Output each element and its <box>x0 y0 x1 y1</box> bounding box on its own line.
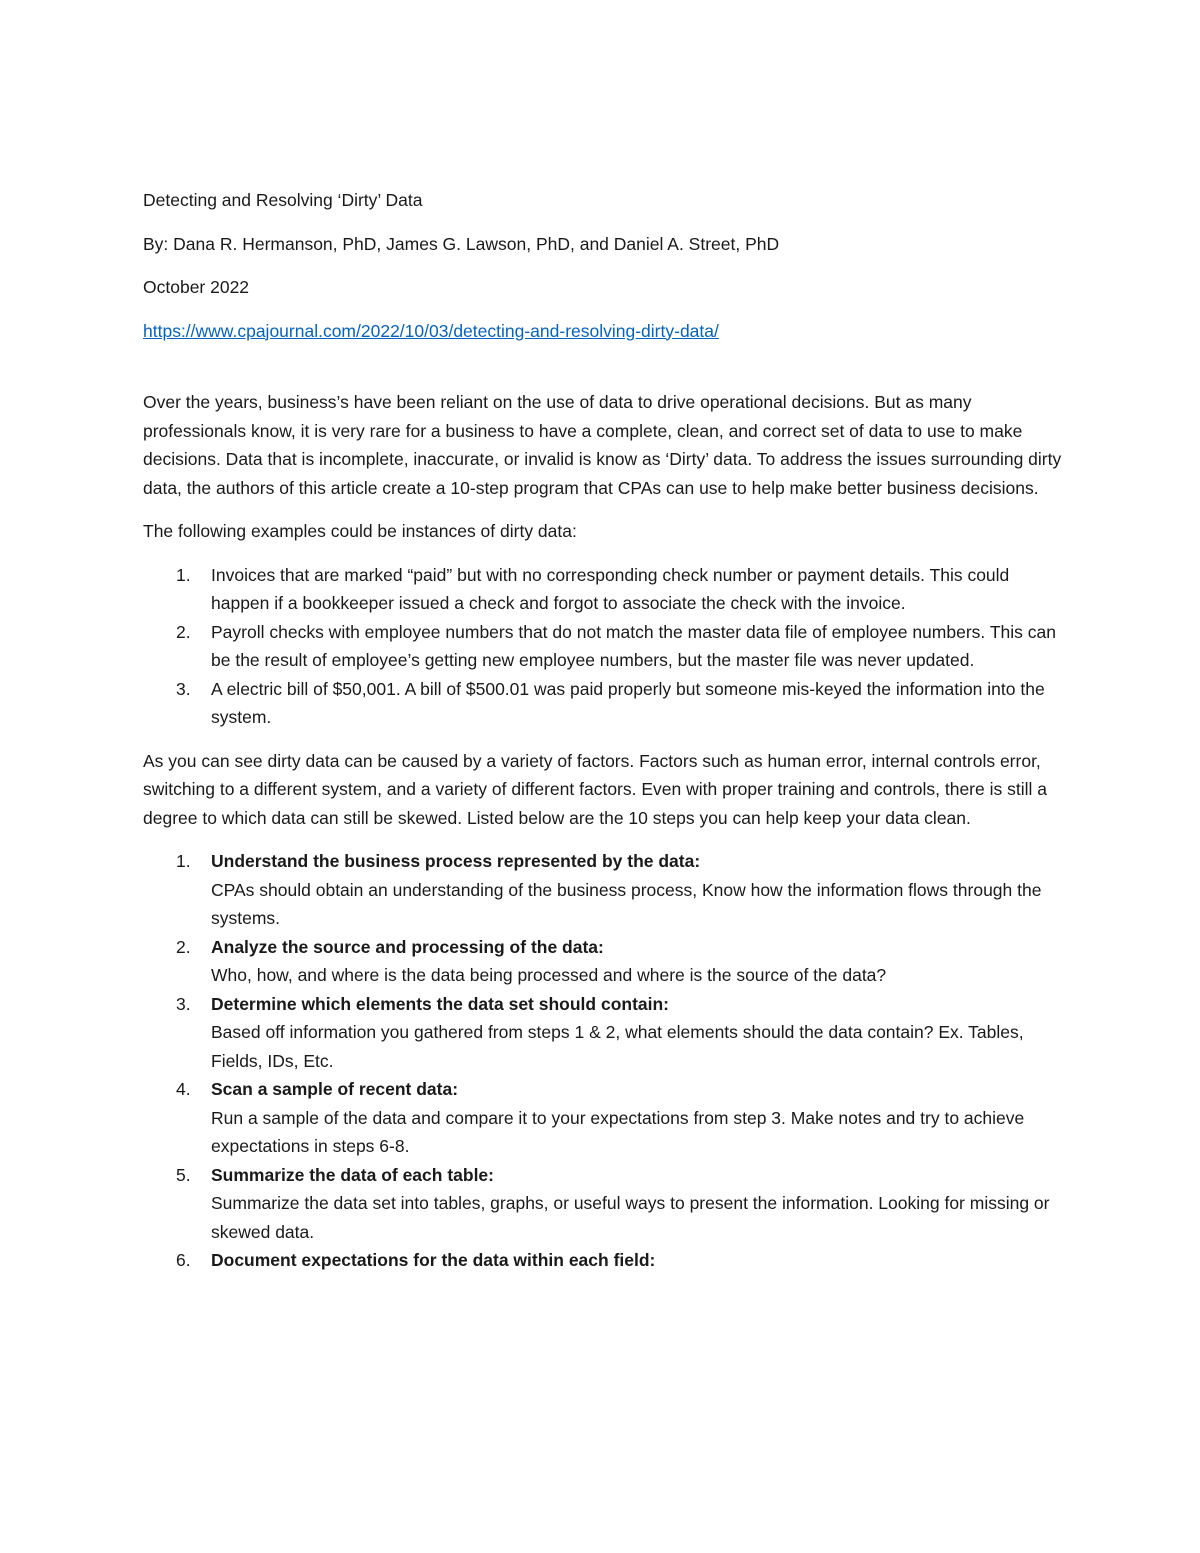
examples-intro: The following examples could be instances of dirty data: <box>143 521 577 541</box>
article-url-link[interactable]: https://www.cpajournal.com/2022/10/03/detecting-and-resolving-dirty-data/ <box>143 320 719 341</box>
list-item <box>143 561 1063 618</box>
step-number: 6. <box>176 1250 191 1270</box>
step-item <box>143 847 1063 933</box>
steps-list <box>143 847 1063 1275</box>
list-item-number: 2. <box>176 621 191 642</box>
step-number: 2. <box>176 936 191 957</box>
intro-paragraph: Over the years, business’s have been reliant on the use of data to drive operational decisions. But as many professionals know, it is very rare for a business to have a complete, clean, and correct set of data to use to make decisions. Data that is incomplete, inaccurate, or invalid is know as ‘Dirty’ data. To address the issues surrounding dirty data, the authors of this article create a 10-step program that CPAs can use to help make better business decisions. <box>143 392 1062 498</box>
document-page <box>143 186 1063 1290</box>
step-title: Summarize the data of each table: <box>211 1164 494 1185</box>
causes-paragraph: As you can see dirty data can be caused by a variety of factors. Factors such as human error, internal controls error, switching to a different system, and a variety of different factors. Even with proper training and controls, there is still a degree to which data can still be skewed. Listed below are the 10 steps you can help keep your data clean. <box>143 750 1047 828</box>
article-byline: By: Dana R. Hermanson, PhD, James G. Lawson, PhD, and Daniel A. Street, PhD <box>143 233 780 254</box>
step-title: Determine which elements the data set should contain: <box>211 993 670 1014</box>
step-item <box>143 1075 1063 1161</box>
step-title: Scan a sample of recent data: <box>211 1079 459 1099</box>
step-number: 1. <box>176 851 191 871</box>
step-item <box>143 990 1063 1076</box>
step-description: Run a sample of the data and compare it to your expectations from step 3. Make notes and try to achieve expectations in steps 6-8. <box>211 1107 1025 1156</box>
list-item <box>143 618 1063 675</box>
step-item <box>143 1161 1063 1247</box>
step-number: 4. <box>176 1079 191 1099</box>
step-description: Summarize the data set into tables, graphs, or useful ways to present the information. Looking for missing or skewed data. <box>211 1193 1050 1242</box>
examples-list <box>143 561 1063 732</box>
step-number: 3. <box>176 993 191 1014</box>
step-item <box>143 933 1063 990</box>
step-description: CPAs should obtain an understanding of the business process, Know how the information flows through the systems. <box>211 879 1042 928</box>
list-item-text: Invoices that are marked “paid” but with no corresponding check number or payment details. This could happen if a bookkeeper issued a check and forgot to associate the check with the invoice. <box>211 564 1010 613</box>
step-description: Based off information you gathered from steps 1 & 2, what elements should the data contain? Ex. Tables, Fields, IDs, Etc. <box>211 1022 1024 1071</box>
step-title: Analyze the source and processing of the data: <box>211 936 604 957</box>
step-title: Understand the business process represented by the data: <box>211 851 701 871</box>
step-number: 5. <box>176 1164 191 1185</box>
step-description: Who, how, and where is the data being processed and where is the source of the data? <box>211 965 887 985</box>
article-title: Detecting and Resolving ‘Dirty’ Data <box>143 190 423 210</box>
list-item-number: 3. <box>176 678 191 699</box>
list-item-number: 1. <box>176 564 191 585</box>
step-title: Document expectations for the data within each field: <box>211 1250 656 1270</box>
list-item <box>143 675 1063 732</box>
step-item <box>143 1246 1063 1275</box>
list-item-text: Payroll checks with employee numbers that do not match the master data file of employee numbers. This can be the result of employee’s getting new employee numbers, but the master file was never updated. <box>211 621 1056 670</box>
list-item-text: A electric bill of $50,001. A bill of $500.01 was paid properly but someone mis-keyed the information into the system. <box>211 678 1045 727</box>
article-date: October 2022 <box>143 277 250 297</box>
